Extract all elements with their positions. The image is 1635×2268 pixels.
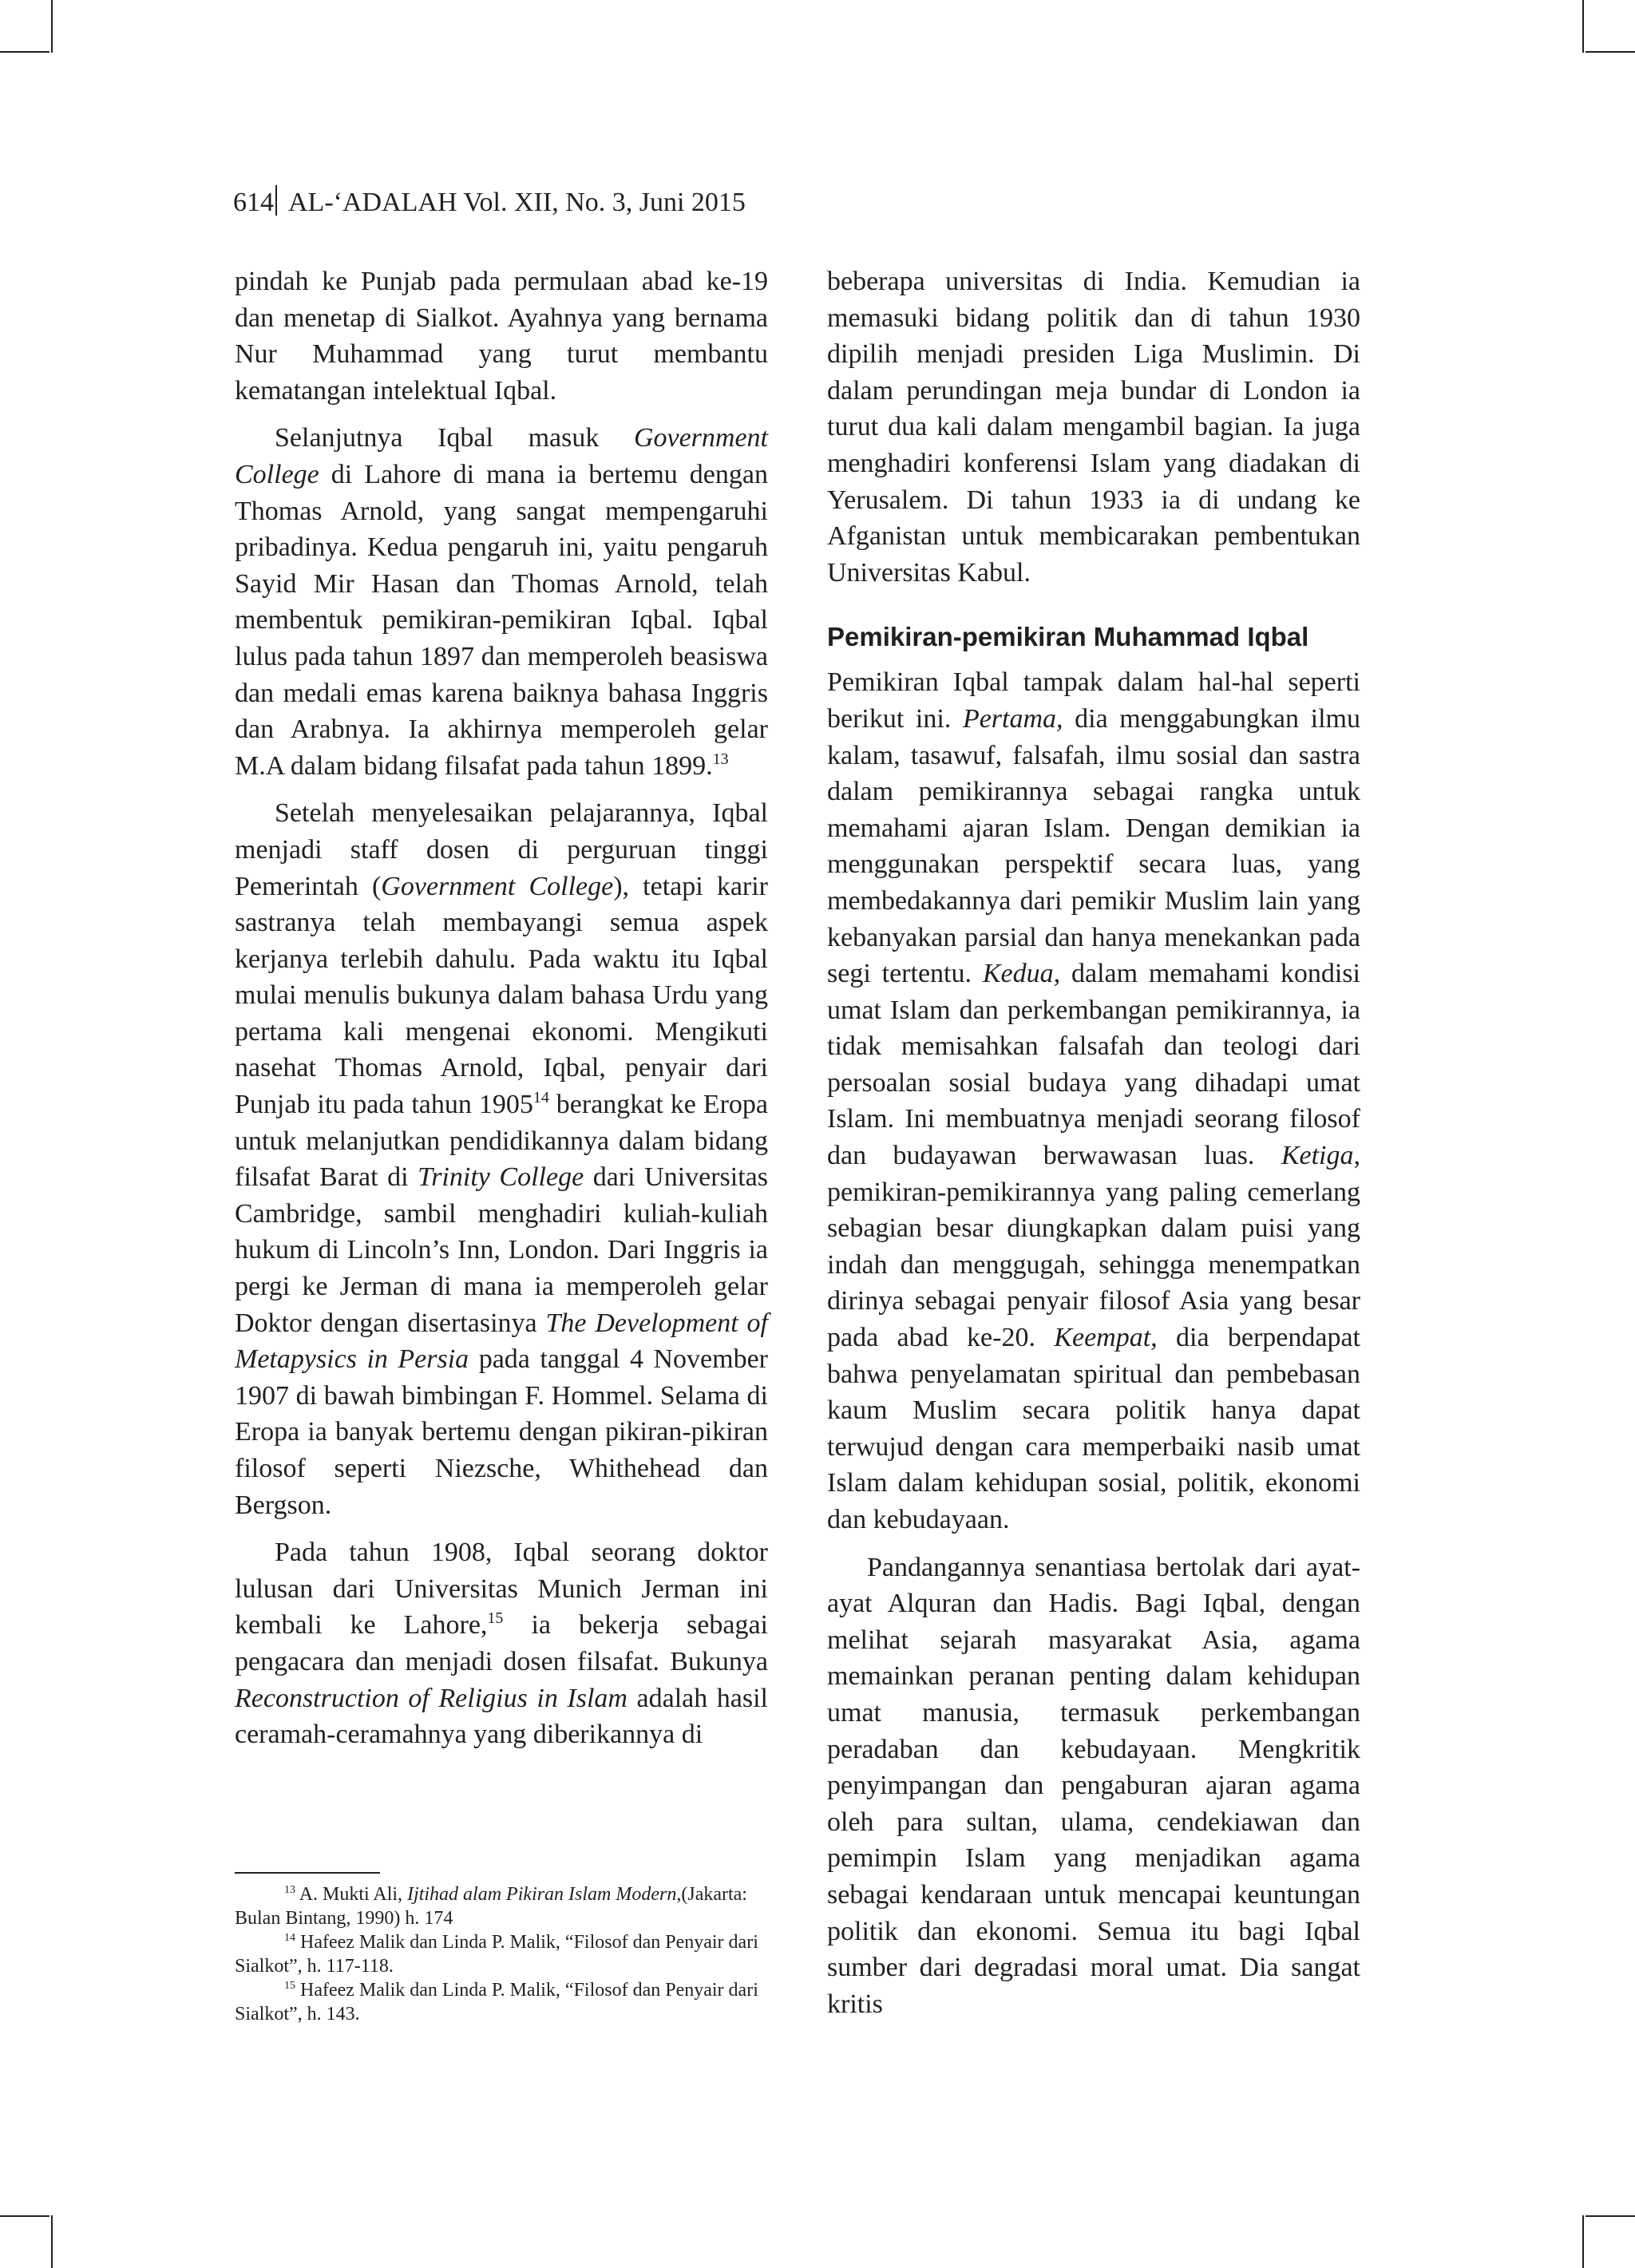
footnote [235,1882,768,1930]
crop-mark [0,51,49,53]
paragraph [235,420,768,784]
section-heading: Pemikiran-pemikiran Muhammad Iqbal [827,622,1309,652]
italic-term: Trinity College [418,1162,584,1193]
italic-term: Government College [235,423,768,489]
paragraph [235,795,768,1523]
italic-term: Government College [381,871,614,901]
footnote-number: 15 [284,1980,295,1992]
italic-term: Pertama, [962,703,1063,734]
footnote-text: Hafeez Malik dan Linda P. Malik, “Filosof dan Penyair dari Sialkot”, h. 117-118. [235,1932,758,1977]
paragraph-text: beberapa universitas di India. Kemudian ia memasuki bidang politik dan di tahun 1930 dipilih menjadi presiden Liga Muslimin. Di dalam perundingan meja bundar di London ia turut dua kali dalam mengambil bagian. Ia juga menghadiri konferensi Islam yang diadakan di Yerusalem. Di tahun 1933 ia di undang ke Afganistan untuk membicarakan pembentukan Universitas Kabul. [827,267,1360,588]
paragraph-text: Pandangannya senantiasa bertolak dari ayat-ayat Alquran dan Hadis. Bagi Iqbal, dengan melihat sejarah masyarakat Asia, agama memainkan peranan penting dalam kehidupan umat manusia, termasuk perkembangan peradaban dan kebudayaan. Mengkritik penyimpangan dan pengaburan ajaran agama oleh para sultan, ulama, cendekiawan dan pemimpin Islam yang menjadikan agama sebagai kendaraan untuk mencapai keuntungan politik dan ekonomi. Semua itu bagi Iqbal sumber dari degradasi moral umat. Dia sangat kritis [827,1552,1360,2019]
paragraph-text: adalah hasil ceramah-ceramahnya yang diberikannya di [235,1683,769,1750]
page-number: 614 [233,188,274,217]
crop-mark [51,2215,53,2268]
paragraph-text: ia bekerja sebagai pengacara dan menjadi dosen filsafat. Bukunya [235,1610,768,1676]
footnote-title: Ijtihad alam Pikiran Islam Modern, [407,1884,682,1905]
footnote-ref[interactable]: 13 [712,750,729,768]
paragraph-text: di Lahore di mana ia bertemu dengan Thomas Arnold, yang sangat mempengaruhi pribadinya. Kedua pengaruh ini, yaitu pengaruh Sayid Mir Hasan dan Thomas Arnold, telah membentuk pemikiran-pemikiran Iqbal. Iqbal lulus pada tahun 1897 dan memperoleh beasiswa dan medali emas karena baiknya bahasa Inggris dan Arabnya. Ia akhirnya memperoleh gelar M.A dalam bidang filsafat pada tahun 1899. [235,459,768,781]
paragraph-text: berangkat ke Eropa untuk melanjutkan pendidikannya dalam bidang filsafat Barat di [235,1090,768,1193]
paragraph [827,1550,1360,2023]
italic-title: The Development of Metapysics in Persia [235,1308,769,1375]
footnote [235,1978,768,2026]
footnote-ref[interactable]: 15 [487,1609,504,1628]
italic-term: Kedua, [982,959,1061,989]
footnote-ref[interactable]: 14 [532,1089,549,1107]
crop-mark [1586,2215,1635,2217]
crop-mark [1582,0,1584,53]
paragraph [827,664,1360,1538]
crop-mark [1586,51,1635,53]
paragraph-text: dari Universitas Cambridge, sambil menghadiri kuliah-kuliah hukum di Lincoln’s Inn, London. Dari Inggris ia pergi ke Jerman di mana ia memperoleh gelar Doktor dengan disertasinya [235,1162,769,1338]
footnote-text: (Jakarta: Bulan Bintang, 1990) h. 174 [235,1884,747,1929]
paragraph-text: pada tanggal 4 November 1907 di bawah bimbingan F. Hommel. Selama di Eropa ia banyak bertemu dengan pikiran-pikiran filosof seperti Niezsche, Whithehead dan Bergson. [235,1344,768,1520]
footnote-number: 14 [284,1932,295,1944]
paragraph-text: Selanjutnya Iqbal masuk [275,423,634,453]
crop-mark [0,2215,49,2217]
right-column [827,263,1360,2022]
footnote [235,1930,768,1978]
header-divider [275,185,277,216]
paragraph-text: dia menggabungkan ilmu kalam, tasawuf, falsafah, ilmu sosial dan sastra dalam pemikirannya sebagai rangka untuk memahami ajaran Islam. Dengan demikian ia menggunakan perspektif secara luas, yang membedakannya dari pemikir Muslim lain yang kebanyakan parsial dan hanya menekankan pada segi tertentu. [827,703,1360,989]
left-column [235,263,768,1753]
footnote-rule [235,1872,380,1874]
paragraph-text: , pemikiran-pemikirannya yang paling cemerlang sebagian besar diungkapkan dalam puisi yang indah dan menggugah, sehingga menempatkan dirinya sebagai penyair filosof Asia yang besar pada abad ke-20. [827,1141,1360,1353]
italic-term: Keempat, [1054,1323,1158,1353]
crop-mark [1582,2215,1584,2268]
paragraph-text: dia berpendapat bahwa penyelamatan spiritual dan pembebasan kaum Muslim secara politik hanya dapat terwujud dengan cara memperbaiki nasib umat Islam dalam kehidupan sosial, politik, ekonomi dan kebudayaan. [827,1323,1361,1534]
footnotes [235,1882,768,2026]
running-head [233,184,746,222]
paragraph-text: dalam memahami kondisi umat Islam dan perkembangan pemikirannya, ia tidak memisahkan falsafah dan teologi dari persoalan sosial budaya yang dihadapi umat Islam. Ini membuatnya menjadi seorang filosof dan budayawan berwawasan luas. [827,959,1360,1171]
paragraph-text: Pemikiran Iqbal tampak dalam hal-hal seperti berikut ini. [827,667,1360,734]
paragraph [235,1534,768,1753]
footnote-text: A. Mukti Ali, [299,1884,408,1905]
footnote-number: 13 [284,1884,295,1896]
paragraph [235,263,768,409]
paragraph [827,263,1360,591]
paragraph-text: pindah ke Punjab pada permulaan abad ke-19 dan menetap di Sialkot. Ayahnya yang bernama Nur Muhammad yang turut membantu kematangan intelektual Iqbal. [235,267,768,406]
italic-term: Ketiga [1281,1141,1354,1171]
journal-title: AL-‘ADALAH Vol. XII, No. 3, Juni 2015 [288,188,746,217]
italic-title: Reconstruction of Religius in Islam [235,1683,627,1713]
footnote-text: Hafeez Malik dan Linda P. Malik, “Filosof dan Penyair dari Sialkot”, h. 143. [235,1980,758,2025]
paragraph-text: Setelah menyelesaikan pelajarannya, Iqbal menjadi staff dosen di perguruan tinggi Pemerintah ( [235,798,768,901]
crop-mark [51,0,53,53]
paragraph-text: ), tetapi karir sastranya telah membayangi semua aspek kerjanya terlebih dahulu. Pada waktu itu Iqbal mulai menulis bukunya dalam bahasa Urdu yang pertama kali mengenai ekonomi. Mengikuti nasehat Thomas Arnold, Iqbal, penyair dari Punjab itu pada tahun 1905 [235,871,769,1120]
paragraph-text: Pada tahun 1908, Iqbal seorang doktor lulusan dari Universitas Munich Jerman ini kembali ke Lahore, [235,1538,768,1641]
